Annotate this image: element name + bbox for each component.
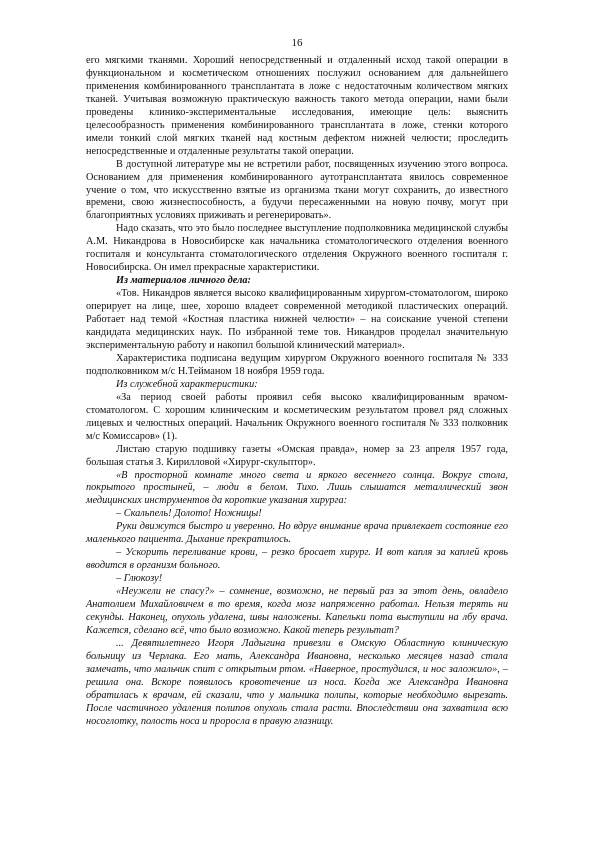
article-paragraph-glucose: – Глюкозу! <box>116 573 163 585</box>
quote-personal-file: «Тов. Никандров является высоко квалифицированным хирургом-стоматологом, широко оперирует на лице, шее, хорошо владеет современной методикой пластических операций. Работает над темой «Костная пластика нижней челюсти» – на соискание ученой степени кандидата медицинских наук. По избранной теме тов. Никандров проделал значительную экспериментальную работу и накопил большой клинический материал». <box>86 288 508 351</box>
page-body <box>86 55 508 729</box>
article-paragraph-doubt: «Неужели не спасу?» – сомнение, возможно, не первый раз за этот день, овладело Анатолием Михайловичем в то время, когда мозг напряженно работал. Нельзя терять ни секунды. Наконец, опухоль удалена, швы наложены. Капельки пота выступили на лбу врача. Кажется, сделано всё, что было возможно. Какой теперь результат? <box>86 586 508 636</box>
paragraph-last-speech: Надо сказать, что это было последнее выступление подполковника медицинской службы А.М. Никандрова в Новосибирске как начальника стоматологического отделения военного госпиталя и консультанта стоматологического отделения Окружного военного госпиталя г. Новосибирска. Он имел прекрасные характеристики. <box>86 223 508 274</box>
paragraph-intro: его мягкими тканями. Хороший непосредственный и отдаленный исход такой операции в функциональном и косметическом отношениях послужил основанием для дальнейшего применения комбинированного трансплантата в ложе с недостаточным количеством мягких тканей. Учитывая возможную практическую важность такого метода операции, нами были проведены клинико-экспериментальные исследования, имеющие цель: выяснить целесообразность применения комбинированного трансплантата в ложе, стенки которого имели тонкий слой мягких тканей над костным дефектом нижней челюсти; проследить непосредственные и отдаленные результаты такой операции. <box>86 55 508 157</box>
paragraph-literature: В доступной литературе мы не встретили работ, посвященных изучению этого вопроса. Основанием для применения комбинированного аутотрансплантата явилось современное учение о том, что искусственно взятые из организма ткани могут сохранить, до известного времени, свою жизнеспособность, а будучи пересаженными на новую почву, могут при благоприятных условиях приживать и регенерировать». <box>86 158 508 222</box>
paragraph-newspaper: Листаю старую подшивку газеты «Омская правда», номер за 23 апреля 1957 года, большая статья З. Кирилловой «Хирург-скульптор». <box>86 443 508 468</box>
article-paragraph-instruments: – Скальпель! Долото! Ножницы! <box>116 508 262 520</box>
article-paragraph-igor: ... Девятилетнего Игоря Ладыгина привезли в Омскую Областную клиническую больницу из Черлака. Его мать, Александра Ивановна, несколько месяцев назад стала замечать, что мальчик спит с открытым ртом. «Наверное, простудился, и нос заложило», – решила она. Вскоре появилось кровотечение из носа. Когда же Александра Ивановна обратилась к врачам, ей сказали, что у мальчика полипы, которые необходимо вырезать. После частичного удаления полипов опухоль стала расти. Впоследствии она захватила всю носоглотку, полость носа и проросла в правую глазницу. <box>86 637 508 727</box>
heading-service-reference: Из служебной характеристики: <box>116 378 258 390</box>
page-number: 16 <box>291 37 303 49</box>
paragraph-signature: Характеристика подписана ведущим хирургом Окружного военного госпиталя № 333 подполковником м/с Н.Тейманом 18 ноября 1959 года. <box>86 352 508 377</box>
heading-personal-file: Из материалов личного дела: <box>116 275 251 287</box>
quote-service-reference: «За период своей работы проявил себя высоко квалифицированным врачом-стоматологом. С хорошим клиническим и косметическим результатом провел ряд сложных лицевых и челюстных операций. Начальник Окружного военного госпиталя № 333 полковник м/с Комиссаров» (1). <box>86 391 508 442</box>
article-paragraph-room: «В просторной комнате много света и яркого весеннего солнца. Вокруг стола, покрытого простыней, – люди в белом. Тихо. Лишь слышатся металлический звон медицинских инструментов да короткие указания хирурга: <box>86 469 508 507</box>
article-paragraph-transfusion: – Ускорить переливание крови, – резко бросает хирург. И вот капля за каплей кровь вводится в организм больного. <box>86 547 508 572</box>
article-paragraph-hands: Руки движутся быстро и уверенно. Но вдруг внимание врача привлекает состояние его маленького пациента. Дыхание прекратилось. <box>86 521 508 546</box>
